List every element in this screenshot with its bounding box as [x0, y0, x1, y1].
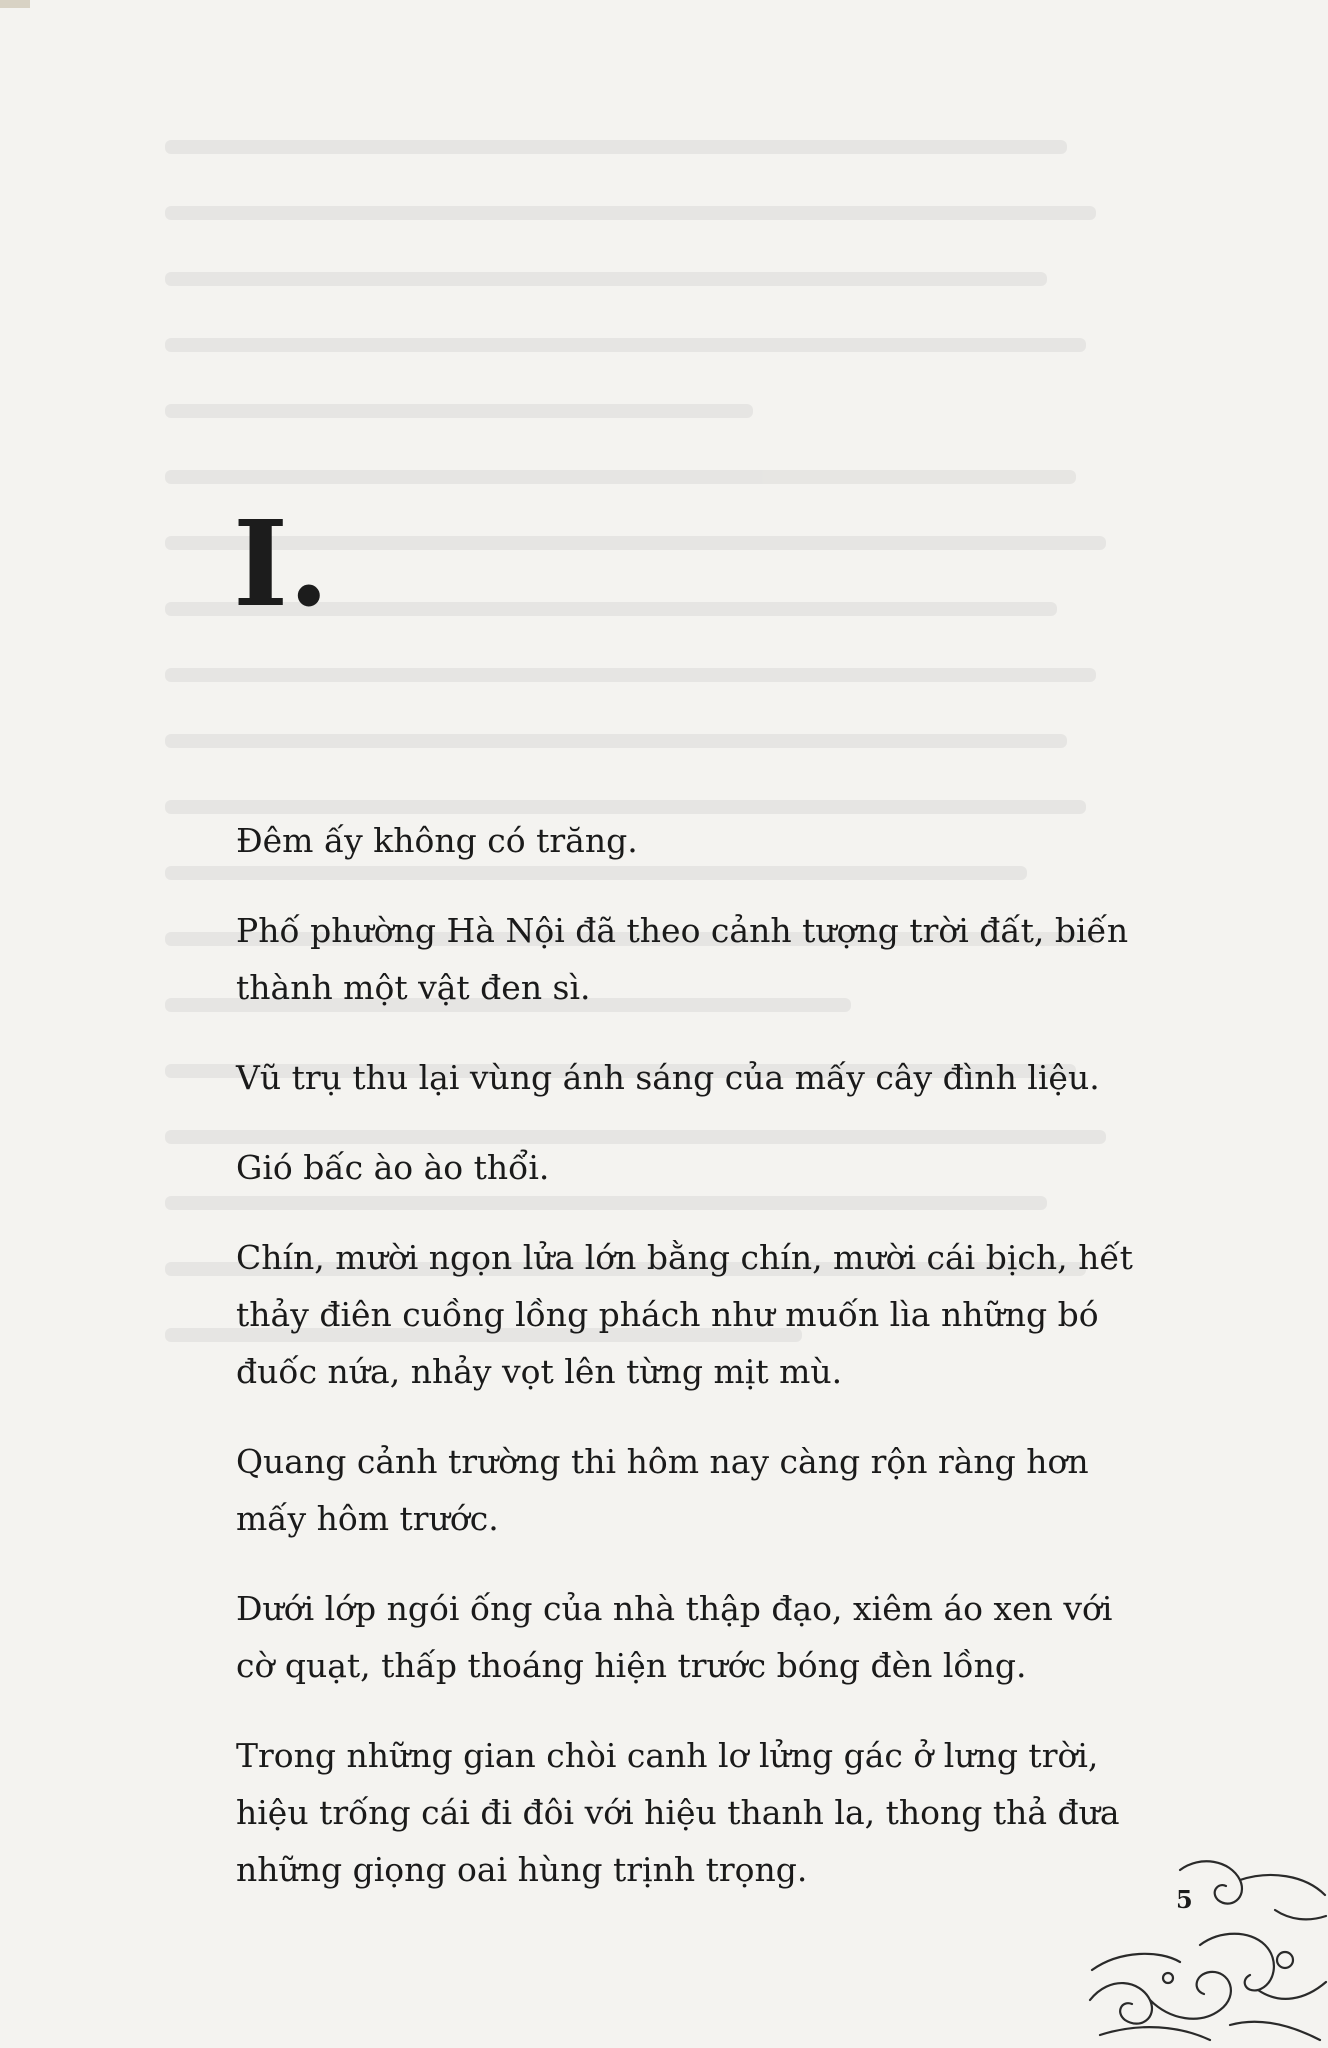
chapter-body	[236, 812, 1154, 1931]
paragraph: Dưới lớp ngói ống của nhà thập đạo, xiêm áo xen với cờ quạt, thấp thoáng hiện trước bóng đèn lồng.	[236, 1589, 1113, 1685]
paragraph: Trong những gian chòi canh lơ lửng gác ở lưng trời, hiệu trống cái đi đôi với hiệu thanh la, thong thả đưa những giọng oai hùng trịnh trọng.	[236, 1736, 1120, 1889]
paragraph: Đêm ấy không có trăng.	[236, 821, 638, 860]
chapter-heading: I.	[233, 494, 330, 633]
paragraph: Gió bấc ào ào thổi.	[236, 1148, 550, 1187]
page-number: 5	[1176, 1885, 1193, 1914]
paragraph: Chín, mười ngọn lửa lớn bằng chín, mười cái bịch, hết thảy điên cuồng lồng phách như muốn lìa những bó đuốc nứa, nhảy vọt lên từng mịt mù.	[236, 1238, 1133, 1391]
flourish-ornament-icon	[1080, 1850, 1328, 2048]
paragraph: Quang cảnh trường thi hôm nay càng rộn ràng hơn mấy hôm trước.	[236, 1442, 1089, 1538]
paragraph: Phố phường Hà Nội đã theo cảnh tượng trời đất, biến thành một vật đen sì.	[236, 911, 1129, 1007]
paragraph: Vũ trụ thu lại vùng ánh sáng của mấy cây đình liệu.	[236, 1058, 1100, 1097]
page-edge-mark	[0, 0, 30, 8]
